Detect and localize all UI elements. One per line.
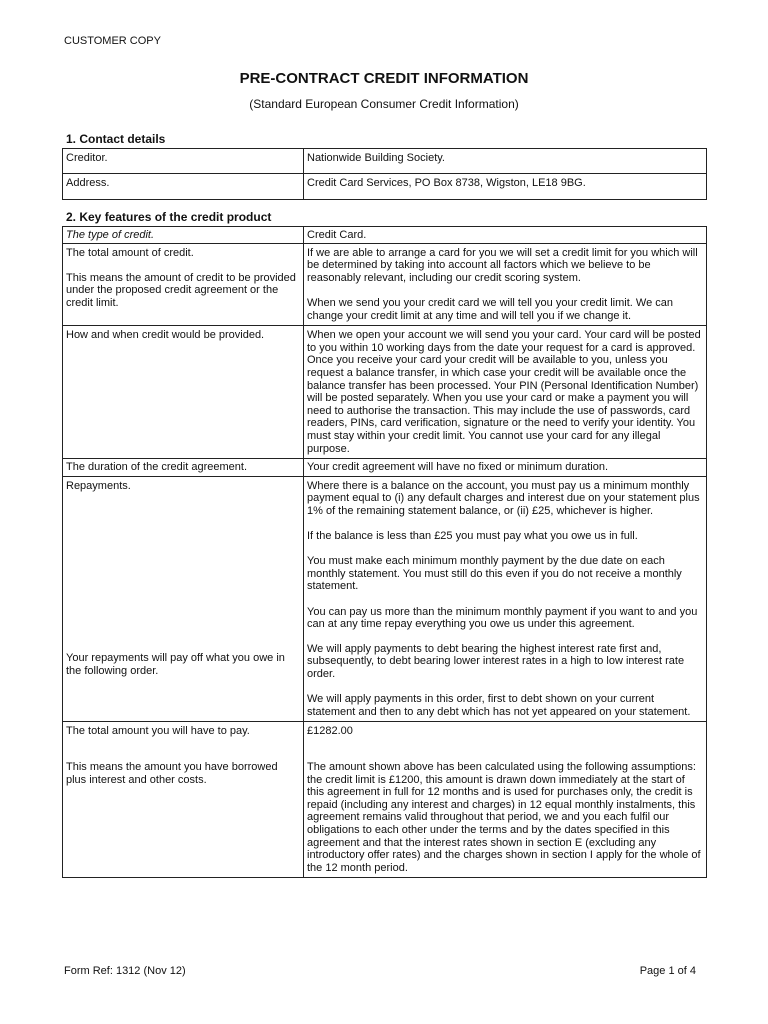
contact-details-table bbox=[62, 148, 707, 200]
repayments-value-3: You must make each minimum monthly payment by the due date on each monthly statement. You must still do this even if you do not receive a monthly statement. bbox=[307, 555, 682, 593]
table-row bbox=[63, 722, 707, 878]
repayment-order-value-2: We will apply payments in this order, first to debt shown on your current statement and then to any debt which has not yet appeared on your statement. bbox=[307, 693, 691, 718]
key-features-table bbox=[62, 226, 707, 878]
total-credit-value: If we are able to arrange a card for you we will set a credit limit for you which will be determined by taking into account all factors which we believe to be reasonably relevant, including our credit scoring system. bbox=[307, 246, 698, 284]
credit-provided-label: How and when credit would be provided. bbox=[63, 326, 304, 459]
address-value: Credit Card Services, PO Box 8738, Wigston, LE18 9BG. bbox=[304, 174, 707, 200]
total-credit-value-2: When we send you your credit card we will tell you your credit limit. We can change your credit limit at any time and will tell you if we change it. bbox=[307, 296, 673, 322]
total-credit-label-cell bbox=[63, 243, 304, 326]
creditor-value: Nationwide Building Society. bbox=[304, 149, 707, 174]
section-1-heading: 1. Contact details bbox=[66, 132, 166, 146]
table-row bbox=[63, 149, 707, 174]
total-payable-label-cell bbox=[63, 722, 304, 878]
total-credit-explanation: This means the amount of credit to be provided under the proposed credit agreement or the credit limit. bbox=[66, 271, 296, 309]
credit-provided-value: When we open your account we will send you your card. Your card will be posted to you within 10 working days from the date your request for a card is approved. Once you receive your card your credit will be available to you, unless you request a balance transfer, in which case your credit will be available once the balance transfer has been processed. Your PIN (Personal Identification Number) will be posted separately. When you use your card or make a payment you will need to authorise the transaction. This may include the use of passwords, card readers, PINs, card verification, signature or the need to verify your identity. You must stay within your credit limit. You cannot use your card for any illegal purpose. bbox=[304, 326, 707, 459]
table-row bbox=[63, 227, 707, 244]
page-subtitle: (Standard European Consumer Credit Information) bbox=[249, 97, 519, 111]
address-label: Address. bbox=[63, 174, 304, 200]
total-payable-explanation: This means the amount you have borrowed plus interest and other costs. bbox=[66, 760, 278, 786]
repayments-value-1: Where there is a balance on the account, you must pay us a minimum monthly payment equal to (i) any default charges and interest due on your statement plus 1% of the remaining statement balance, or (ii) £25, whichever is higher. bbox=[307, 479, 700, 517]
page-number: Page 1 of 4 bbox=[639, 965, 696, 977]
repayments-label-cell bbox=[63, 476, 304, 722]
page-title: PRE-CONTRACT CREDIT INFORMATION bbox=[239, 70, 529, 87]
form-reference: Form Ref: 1312 (Nov 12) bbox=[64, 965, 186, 977]
section-2-heading: 2. Key features of the credit product bbox=[66, 210, 272, 224]
table-row bbox=[63, 476, 707, 722]
duration-label: The duration of the credit agreement. bbox=[63, 459, 304, 477]
duration-value: Your credit agreement will have no fixed or minimum duration. bbox=[304, 459, 707, 477]
table-row bbox=[63, 326, 707, 459]
total-payable-value: £1282.00 bbox=[307, 725, 353, 738]
table-row bbox=[63, 174, 707, 200]
repayment-order-value-1: We will apply payments to debt bearing the highest interest rate first and, subsequently, to debt bearing lower interest rates in a high to low interest rate order. bbox=[307, 642, 685, 680]
repayments-value-cell bbox=[304, 476, 707, 722]
repayment-order-label: Your repayments will pay off what you owe in the following order. bbox=[66, 652, 285, 677]
total-payable-label: The total amount you will have to pay. bbox=[66, 725, 250, 738]
total-payable-value-cell bbox=[304, 722, 707, 878]
table-row bbox=[63, 459, 707, 477]
repayments-label: Repayments. bbox=[66, 479, 131, 492]
type-of-credit-label: The type of credit. bbox=[63, 227, 304, 244]
customer-copy-label: CUSTOMER COPY bbox=[64, 35, 161, 47]
creditor-label: Creditor. bbox=[63, 149, 304, 174]
total-payable-assumptions: The amount shown above has been calculated using the following assumptions: the credit limit is £1200, this amount is drawn down immediately at the start of this agreement in full for 12 months and is used for purchases only, the credit is repaid (including any interest and charges) in 12 equal monthly instalments, this agreement remains valid throughout that period, we and you each fulfil our obligations to each other under the terms and by the dates specified in this agreement and that the interest rates shown in section E (excluding any introductory offer rates) and the charges shown in section I apply for the whole of the 12 month period. bbox=[307, 760, 701, 874]
total-credit-value-cell bbox=[304, 243, 707, 326]
total-credit-label: The total amount of credit. bbox=[66, 246, 194, 259]
type-of-credit-value: Credit Card. bbox=[304, 227, 707, 244]
repayments-value-4: You can pay us more than the minimum monthly payment if you want to and you can at any time repay everything you owe us under this agreement. bbox=[307, 605, 698, 631]
repayments-value-2: If the balance is less than £25 you must pay what you owe us in full. bbox=[307, 530, 638, 543]
table-row bbox=[63, 243, 707, 326]
